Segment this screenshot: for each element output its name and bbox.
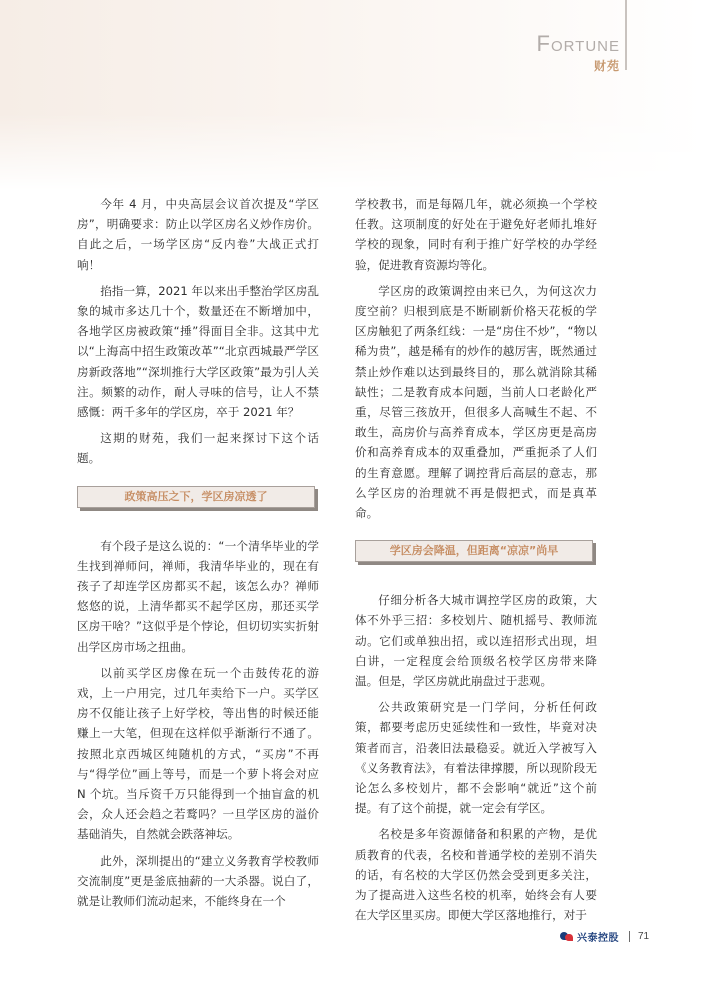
brand-initial: F	[536, 31, 551, 56]
brand-chinese: 财苑	[593, 59, 620, 73]
company-name: 兴泰控股	[577, 932, 619, 944]
section-heading-policy: 政策高压之下，学区房凉透了	[77, 486, 315, 508]
paragraph-continuation: 学校教书，而是每隔几年，就必须换一个学校任教。这项制度的好处在于避免好老师扎堆好学校的现象，同时有利于推广好学校的办学经验，促进教育资源均等化。	[355, 197, 597, 272]
magazine-brand	[534, 31, 620, 74]
paragraph: 名校是多年资源储备和积累的产物，是优质教育的代表，名校和普通学校的差别不消失的话，有名校的大学区仍然会受到更多关注，为了提高进入这些名校的机率，始终会有人要在大学区里买房。即便大学区落地推行，对于	[355, 827, 597, 923]
brand-rest: ORTUNE	[550, 38, 620, 55]
page-footer	[560, 928, 649, 944]
brand-english	[534, 31, 620, 56]
paragraph: 公共政策研究是一门学问，分析任何政策，都要考虑历史延续性和一致性，毕竟对决策者而言，沿袭旧法最稳妥。就近入学被写入《义务教育法》，有着法律撑腰，所以现阶段无论怎么多校划片，都不会影响“就近”这个前提。有了这个前提，就一定会有学区。	[355, 700, 597, 816]
paragraph: 学区房的政策调控由来已久，为何这次力度空前？归根到底是不断刷新价格天花板的学区房触犯了两条红线：一是“房住不炒”，“物以稀为贵”，越是稀有的炒作的越厉害，既然通过禁止炒作难以达到最终目的，那么就消除其稀缺性；二是教育成本问题，当前人口老龄化严重，尽管三孩放开，但很多人高喊生不起、不敢生，高房价与高养育成本，学区房更是高房价和高养育成本的双重叠加，严重扼杀了人们的生育意愿。理解了调控背后高层的意志，那么学区房的治理就不再是假把式，而是真革命。	[355, 283, 597, 521]
header-divider-line	[625, 0, 627, 70]
footer-divider	[629, 931, 630, 942]
logo-mark-icon	[560, 931, 574, 942]
paragraph: 掐指一算，2021 年以来出手整治学区房乱象的城市多达几十个，数量还在不断增加中，各地学区房被政策“捶”得面目全非。这其中尤以“上海高中招生政策改革”“北京西城最严学区房新政落地”“深圳推行大学区政策”最为引人关注。频繁的动作，耐人寻味的信号，让人不禁感慨：两千多年的学区房，卒于 2021 年？	[77, 283, 319, 420]
paragraph: 今年 4 月，中央高层会议首次提及“学区房”，明确要求：防止以学区房名义炒作房价。自此之后，一场学区房“反内卷”大战正式打响！	[77, 197, 319, 272]
company-logo	[560, 929, 619, 944]
left-column	[77, 194, 319, 917]
right-column	[355, 194, 597, 932]
paragraph: 仔细分析各大城市调控学区房的政策，大体不外乎三招：多校划片、随机摇号、教师流动。它们或单独出招，或以连招形式出现，坦白讲，一定程度会给顶级名校学区房带来降温。但是，学区房就此崩盘过于悲观。	[355, 593, 597, 689]
paragraph: 有个段子是这么说的：“一个清华毕业的学生找到禅师问，禅师，我清华毕业的，现在有孩子了却连学区房都买不起，该怎么办？禅师悠悠的说，上清华都买不起学区房，那还买学区房干啥？”这似乎是个悖论，但切切实实折射出学区房市场之扭曲。	[77, 538, 319, 654]
paragraph: 以前买学区房像在玩一个击鼓传花的游戏，上一户用完，过几年卖给下一户。买学区房不仅能让孩子上好学校，等出售的时候还能赚上一大笔，但现在这样似乎渐渐行不通了。按照北京西城区纯随机的方式，“买房”不再与“得学位”画上等号，而是一个萝卜将会对应 N 个坑。当斥资千万只能得到一个抽盲盒的机会，众人还会趋之若鹜吗？一旦学区房的溢价基础消失，自然就会跌落神坛。	[77, 665, 319, 842]
paragraph: 这期的财苑，我们一起来探讨下这个话题。	[77, 431, 319, 466]
header-background	[0, 0, 703, 190]
section-heading-cooling: 学区房会降温，但距离“凉凉”尚早	[355, 540, 593, 562]
paragraph: 此外，深圳提出的“建立义务教育学校教师交流制度”更是釜底抽薪的一大杀器。说白了，就是让教师们流动起来，不能终身在一个	[77, 853, 319, 909]
page-number: 71	[638, 930, 650, 942]
